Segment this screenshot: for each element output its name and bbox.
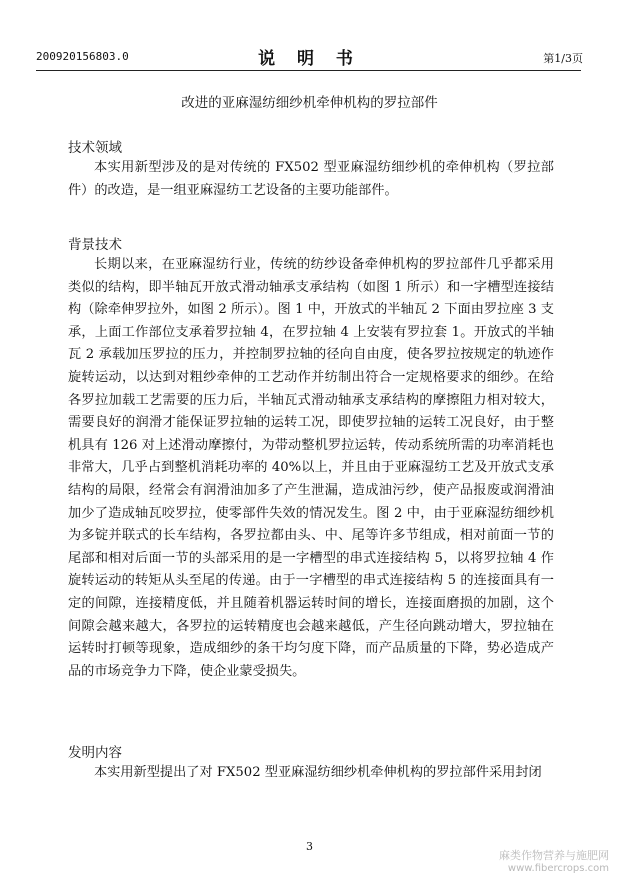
page-indicator: 第1/3页 xyxy=(543,52,583,65)
section-heading-summary: 发明内容 xyxy=(68,745,122,761)
document-title: 改进的亚麻湿纺细纱机牵伸机构的罗拉部件 xyxy=(181,95,438,111)
document-type-title: 说 明 书 xyxy=(258,49,361,69)
application-number: 200920156803.0 xyxy=(36,50,129,63)
watermark-text: 麻类作物营养与施肥网 xyxy=(499,849,609,862)
watermark-url: www.fibercrops.com xyxy=(507,863,609,874)
watermark xyxy=(499,849,609,875)
section-heading-background: 背景技术 xyxy=(68,237,122,253)
paragraph-background: 长期以来，在亚麻湿纺行业，传统的纺纱设备牵伸机构的罗拉部件几乎都采用类似的结构，即半轴瓦开放式滑动轴承支承结构（如图 1 所示）和一字槽型连接结构（除牵伸罗拉外，如图 2 所示）。图 1 中，开放式的半轴瓦 2 下面由罗拉座 3 支承，上面工作部位支承着罗拉轴 4，在罗拉轴 4 上安装有罗拉套 1。开放式的半轴瓦 2 承载加压罗拉的压力，并控制罗拉轴的径向自由度，使各罗拉按规定的轨迹作旋转运动，以达到对粗纱牵伸的工艺动作并纺制出符合一定规格要求的细纱。在给各罗拉加载工艺需要的压力后，半轴瓦式滑动轴承支承结构的摩擦阻力相对较大，需要良好的润滑才能保证罗拉轴的运转工况，即使罗拉轴的运转工况良好，由于整机具有 126 对上述滑动摩擦付，为带动整机罗拉运转，传动系统所需的功率消耗也非常大，几乎占到整机消耗功率的 40%以上，并且由于亚麻湿纺工艺及开放式支承结构的局限，经常会有润滑油加多了产生泄漏，造成油污纱，使产品报废或润滑油加少了造成轴瓦咬罗拉，使零部件失效的情况发生。图 2 中，由于亚麻湿纺细纱机为多锭并联式的长车结构，各罗拉都由头、中、尾等许多节组成，相对前面一节的尾部和相对后面一节的头部采用的是一字槽型的串式连接结构 5，以将罗拉轴 4 作旋转运动的转矩从头至尾的传递。由于一字槽型的串式连接结构 5 的连接面具有一定的间隙，连接精度低，并且随着机器运转时间的增长，连接面磨损的加剧，这个间隙会越来越大，各罗拉的运转精度也会越来越低，产生径向跳动增大，罗拉轴在运转时打顿等现象，造成细纱的条干均匀度下降，而产品质量的下降，势必造成产品的市场竞争力下降，使企业蒙受损失。 xyxy=(68,257,554,679)
section-heading-technical-field: 技术领域 xyxy=(68,140,122,156)
page-number: 3 xyxy=(306,840,313,853)
page-header xyxy=(36,44,583,70)
paragraph-summary: 本实用新型提出了对 FX502 型亚麻湿纺细纱机牵伸机构的罗拉部件采用封闭 xyxy=(94,765,542,780)
header-rule xyxy=(36,70,581,71)
paragraph-technical-field: 本实用新型涉及的是对传统的 FX502 型亚麻湿纺细纱机的牵伸机构（罗拉部件）的改造，是一组亚麻湿纺工艺设备的主要功能部件。 xyxy=(68,160,554,198)
